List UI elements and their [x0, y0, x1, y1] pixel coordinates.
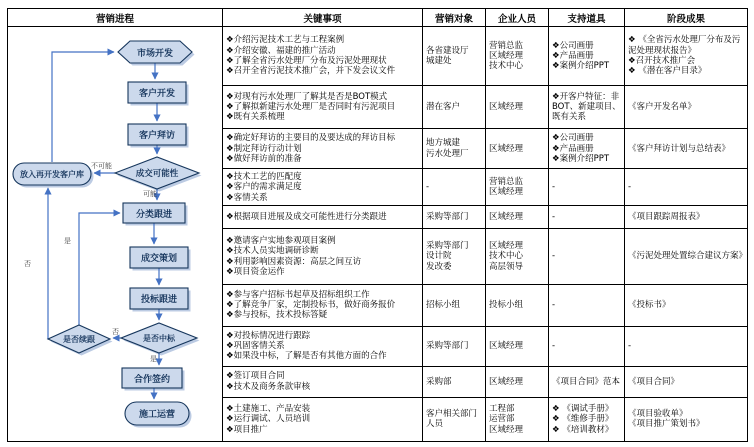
staff-cell: 营销总监 区域经理: [486, 169, 549, 206]
flow-node-possibility: 成交可能性: [135, 169, 179, 179]
flow-node-cust-visit: 客户拜访: [138, 131, 175, 141]
target-cell: 采购等部门 设计院 发改委: [423, 229, 486, 284]
col-header-tools: 支持道具: [549, 9, 625, 27]
tools-cell: -: [549, 206, 625, 229]
results-cell: 《客户开发名单》: [625, 86, 748, 129]
results-cell: 《投标书》: [625, 284, 748, 326]
tools-cell: -: [549, 284, 625, 326]
staff-cell: 区域经理: [486, 326, 549, 366]
col-header-target: 营销对象: [423, 9, 486, 27]
key-items-cell: ❖参与客户招标书起草及招标组织工作 ❖了解竞争厂家，定制投标书，做好商务报价 ❖参与投标，技术投标答疑: [223, 284, 423, 326]
flow-node-construction: 施工运营: [138, 410, 175, 420]
flow-node-bid-follow: 投标跟进: [140, 295, 177, 305]
target-cell: 客户相关部门人员: [423, 397, 486, 441]
staff-cell: 区域经理: [486, 86, 549, 129]
results-cell: -: [625, 169, 748, 206]
edge-label-yes-continue: 是: [64, 237, 71, 245]
results-cell: -: [625, 326, 748, 366]
target-cell: 潜在客户: [423, 86, 486, 129]
col-header-process: 营销进程: [8, 9, 223, 27]
target-cell: 采购部: [423, 366, 486, 397]
results-cell: 《污泥处理处置综合建议方案》: [625, 229, 748, 284]
flowchart-cell: [8, 27, 223, 442]
col-header-results: 阶段成果: [625, 9, 748, 27]
tools-cell: -: [549, 169, 625, 206]
results-cell: 《客户拜访计划与总结表》: [625, 129, 748, 169]
flow-node-cust-dev: 客户开发: [138, 89, 175, 99]
table-row: [8, 27, 748, 86]
key-items-cell: ❖对投标情况进行跟踪 ❖巩固客情关系 ❖如果没中标，了解是否有其他方面的合作: [223, 326, 423, 366]
key-items-cell: ❖邀请客户实地参观项目案例 ❖技术人员实地调研诊断 ❖利用影响因素资源：高层之间互访 ❖项目资金运作: [223, 229, 423, 284]
edge-label-possible: 可能: [143, 190, 157, 198]
flow-node-coop-sign: 合作签约: [133, 374, 170, 385]
target-cell: 地方城建 污水处理厂: [423, 129, 486, 169]
key-items-cell: ❖对现有污水处理厂了解其是否是BOT模式 ❖了解拟新建污水处理厂是否同时有污泥项目 ❖既有关系梳理: [223, 86, 423, 129]
target-cell: 采购等部门: [423, 326, 486, 366]
staff-cell: 工程部 运营部 区域经理: [486, 397, 549, 441]
key-items-cell: ❖确定好拜访的主要目的及要达成的拜访目标 ❖制定拜访行动计划 ❖做好拜访前的准备: [223, 129, 423, 169]
results-cell: ❖ 《全省污水处理厂分布及污泥处理现状报告》 ❖召开技术推广会 ❖ 《潜在客户目录》: [625, 27, 748, 86]
target-cell: 采购等部门: [423, 206, 486, 229]
col-header-key-items: 关键事项: [223, 9, 423, 27]
tools-cell: ❖公司画册 ❖产品画册 ❖案例介绍PPT: [549, 27, 625, 86]
key-items-cell: ❖土建施工、产品安装 ❖运行调试、人员培训 ❖项目推广: [223, 397, 423, 441]
results-cell: 《项目验收单》 《项目推广策划书》: [625, 397, 748, 441]
flow-node-classify: 分类跟进: [135, 209, 172, 220]
tools-cell: ❖开客户特征：非BOT、新建项目、既有关系: [549, 86, 625, 129]
edge-label-no-continue: 否: [24, 260, 31, 268]
tools-cell: -: [549, 229, 625, 284]
flow-node-win-bid: 是否中标: [143, 333, 175, 343]
edge-label-impossible: 不可能: [91, 162, 112, 170]
staff-cell: 投标小组: [486, 284, 549, 326]
staff-cell: 区域经理: [486, 129, 549, 169]
header-row: [8, 9, 748, 27]
flowchart: [8, 27, 221, 441]
key-items-cell: ❖签订项目合同 ❖技术及商务条款审核: [223, 366, 423, 397]
target-cell: 各省建设厅 城建处: [423, 27, 486, 86]
staff-cell: 营销总监 区域经理 技术中心: [486, 27, 549, 86]
staff-cell: 区域经理: [486, 366, 549, 397]
results-cell: 《项目跟踪周报表》: [625, 206, 748, 229]
edge-label-no-win: 否: [112, 328, 119, 336]
tools-cell: ❖公司画册 ❖产品画册 ❖案例介绍PPT: [549, 129, 625, 169]
flow-node-redev-pool: 放入再开发客户库: [20, 169, 84, 179]
target-cell: 招标小组: [423, 284, 486, 326]
tools-cell: ❖ 《调试手册》 ❖ 《维修手册》 ❖ 《培训教材》: [549, 397, 625, 441]
edge-label-yes-win: 是: [150, 355, 157, 363]
flow-node-market-dev: 市场开发: [136, 48, 173, 59]
tools-cell: 《项目合同》范本: [549, 366, 625, 397]
key-items-cell: ❖技术工艺的匹配度 ❖客户的需求满足度 ❖客情关系: [223, 169, 423, 206]
staff-cell: 区域经理 技术中心 高层领导: [486, 229, 549, 284]
staff-cell: 区域经理: [486, 206, 549, 229]
key-items-cell: ❖根据项目进展及成交可能性进行分类跟进: [223, 206, 423, 229]
target-cell: -: [423, 169, 486, 206]
flow-node-deal-plan: 成交策划: [140, 254, 177, 264]
key-items-cell: ❖介绍污泥技术工艺与工程案例 ❖介绍安徽、福建的推广活动 ❖了解全省污水处理厂分布及污泥处理现状 ❖召开全省污泥技术推广会，并下发会议文件: [223, 27, 423, 86]
results-cell: 《项目合同》: [625, 366, 748, 397]
tools-cell: -: [549, 326, 625, 366]
flow-node-continue-follow: 是否续跟: [63, 334, 95, 344]
col-header-staff: 企业人员: [486, 9, 549, 27]
flow-shapes-and-connectors: [8, 27, 221, 441]
process-table: [7, 8, 748, 442]
